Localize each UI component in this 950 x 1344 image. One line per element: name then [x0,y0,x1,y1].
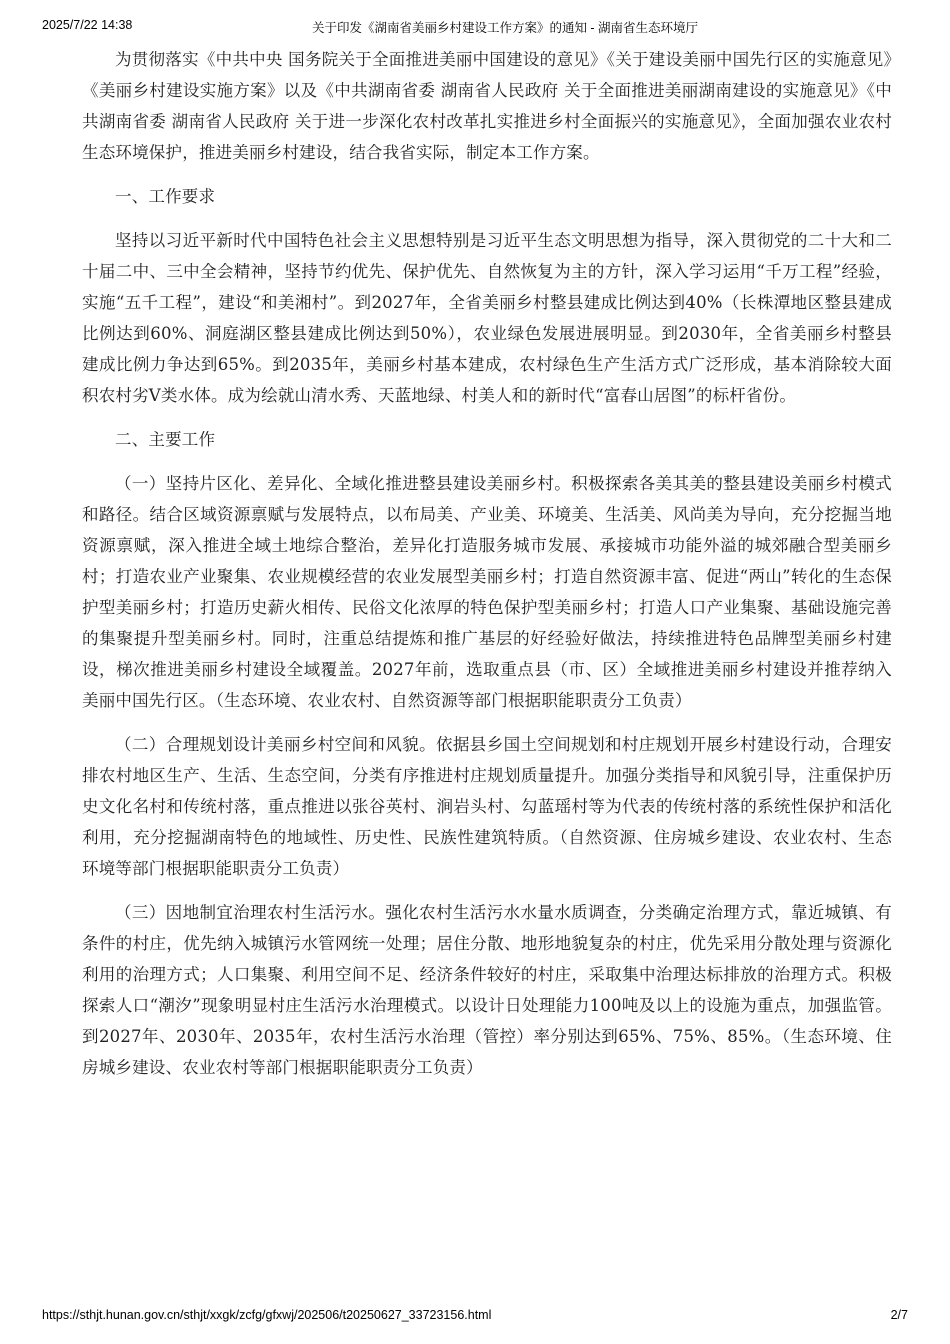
section-heading-requirements: 一、工作要求 [115,187,216,206]
print-footer [0,1308,950,1328]
print-datetime: 2025/7/22 14:38 [42,18,133,32]
section-heading-main-work: 二、主要工作 [115,430,216,449]
page-number: 2/7 [890,1308,908,1322]
work-item-1: （一）坚持片区化、差异化、全域化推进整县建设美丽乡村。积极探索各美其美的整县建设美丽乡村模式和路径。结合区域资源禀赋与发展特点，以布局美、产业美、环境美、生活美、风尚美为导向，充分挖掘当地资源禀赋，深入推进全域土地综合整治，差异化打造服务城市发展、承接城市功能外溢的城郊融合型美丽乡村；打造农业产业聚集、农业规模经营的农业发展型美丽乡村；打造自然资源丰富、促进“两山”转化的生态保护型美丽乡村；打造历史薪火相传、民俗文化浓厚的特色保护型美丽乡村；打造人口产业集聚、基础设施完善的集聚提升型美丽乡村。同时，注重总结提炼和推广基层的好经验好做法，持续推进特色品牌型美丽乡村建设，梯次推进美丽乡村建设全域覆盖。2027年前，选取重点县（市、区）全域推进美丽乡村建设并推荐纳入美丽中国先行区。（生态环境、农业农村、自然资源等部门根据职能职责分工负责） [82,474,892,710]
work-item-3: （三）因地制宜治理农村生活污水。强化农村生活污水水量水质调查，分类确定治理方式，靠近城镇、有条件的村庄，优先纳入城镇污水管网统一处理；居住分散、地形地貌复杂的村庄，优先采用分散处理与资源化利用的治理方式；人口集聚、利用空间不足、经济条件较好的村庄，采取集中治理达标排放的治理方式。积极探索人口“潮汐”现象明显村庄生活污水治理模式。以设计日处理能力100吨及以上的设施为重点，加强监管。到2027年、2030年、2035年，农村生活污水治理（管控）率分别达到65%、75%、85%。（生态环境、住房城乡建设、农业农村等部门根据职能职责分工负责） [82,903,892,1077]
work-item-2: （二）合理规划设计美丽乡村空间和风貌。依据县乡国土空间规划和村庄规划开展乡村建设行动，合理安排农村地区生产、生活、生态空间，分类有序推进村庄规划质量提升。加强分类指导和风貌引导，注重保护历史文化名村和传统村落，重点推进以张谷英村、涧岩头村、勾蓝瑶村等为代表的传统村落的系统性保护和活化利用，充分挖掘湖南特色的地域性、历史性、民族性建筑特质。（自然资源、住房城乡建设、农业农村、生态环境等部门根据职能职责分工负责） [82,735,892,878]
document-body [82,44,892,1096]
print-header [0,18,950,38]
intro-paragraph: 为贯彻落实《中共中央 国务院关于全面推进美丽中国建设的意见》《关于建设美丽中国先行区的实施意见》《美丽乡村建设实施方案》以及《中共湖南省委 湖南省人民政府 关于全面推进美丽湖南建设的实施意见》《中共湖南省委 湖南省人民政府 关于进一步深化农村改革扎实推进乡村全面振兴的实施意见》，全面加强农业农村生态环境保护，推进美丽乡村建设，结合我省实际，制定本工作方案。 [82,50,892,162]
requirements-paragraph: 坚持以习近平新时代中国特色社会主义思想特别是习近平生态文明思想为指导，深入贯彻党的二十大和二十届二中、三中全会精神，坚持节约优先、保护优先、自然恢复为主的方针，深入学习运用“千万工程”经验，实施“五千工程”，建设“和美湘村”。到2027年，全省美丽乡村整县建成比例达到40%（长株潭地区整县建成比例达到60%、洞庭湖区整县建成比例达到50%），农业绿色发展进展明显。到2030年，全省美丽乡村整县建成比例力争达到65%。到2035年，美丽乡村基本建成，农村绿色生产生活方式广泛形成，基本消除较大面积农村劣V类水体。成为绘就山清水秀、天蓝地绿、村美人和的新时代“富春山居图”的标杆省份。 [82,231,892,405]
page-title: 关于印发《湖南省美丽乡村建设工作方案》的通知 - 湖南省生态环境厅 [311,21,699,35]
page-url: https://sthjt.hunan.gov.cn/sthjt/xxgk/zcfg/gfxwj/202506/t20250627_33723156.html [42,1308,492,1322]
